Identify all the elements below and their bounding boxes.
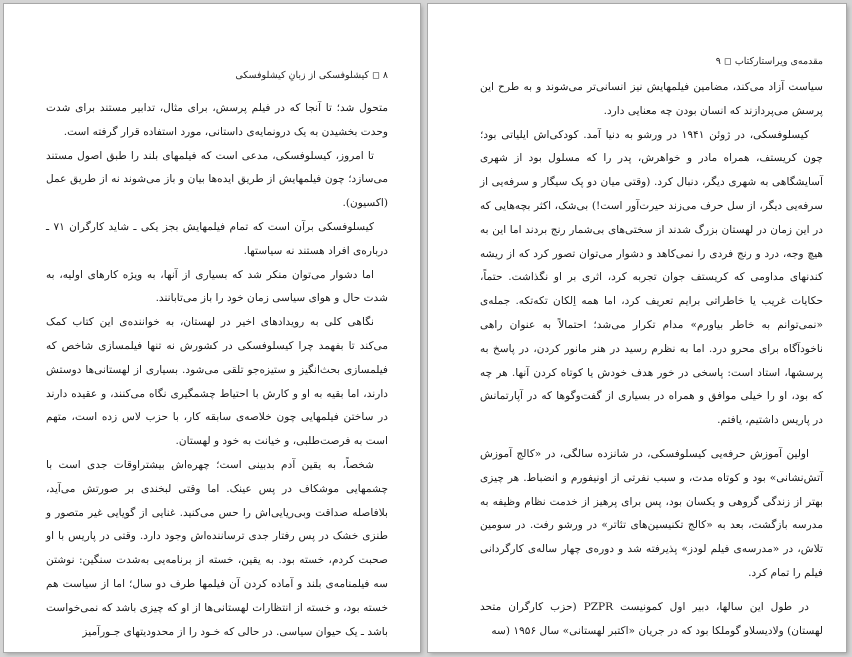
right-page-header: مقدمه‌ی ویراستارکتاب ◻ ۹ <box>715 56 823 67</box>
paragraph: اولین آموزش حرفه‌یی کیسلوفسکی، در شانزده سالگی، در «کالج آموزش آتش‌نشانی» بود و کوتاه مدت، و سبب نفرتی از اونیفورم و انضباط. هر چیزی بهتر از زندگی گروهی و یکسان بود، پس برای پرهیز از خدمت نظام وظیفه به مدرسه بازگشت، بعد به «کالج تکنیسین‌های تئاتر» در ورشو رفت. در سومین تلاش، در «مدرسه‌ی فیلم لودز» پذیرفته شد و دوره‌ی چهار ساله‌ی کارگردانی فیلم را تمام کرد. <box>480 447 823 579</box>
paragraph: اما دشوار می‌توان منکر شد که بسیاری از آنها، به ویژه کارهای اولیه، به شدت حال و هوای سیاسی زمان خود را باز می‌تابانند. <box>46 268 388 305</box>
paragraph: شخصاً، به یقین آدم بدبینی است؛ چهره‌اش بیشتراوقات جدی است با چشمهایی موشکاف در پس عینک. اما وقتی لبخندی بر صورتش می‌آید، بلافاصله صداقت وبی‌ریایی‌اش را حس می‌کنید. غنایی از گویایی غیر متصور و طنزی خشک در پس رفتار جدی ترساننده‌اش وجود دارد. وقتی در پاریس با او صحبت کردم، خسته بود. به یقین، خسته از برنامه‌یی به‌شدت سنگین: نوشتن سه فیلمنامه‌ی بلند و آماده کردن آن فیلمها طرف دو سال؛ اما از سیاست هم خسته بود، و خسته از انتظارات لهستانی‌ها از او که چیزی باشد که نمی‌خواست باشد ـ یک حیوان سیاسی. در حالی که خـود را از محدودیتهای جـورآمیز <box>46 458 388 638</box>
right-page-body <box>480 76 823 643</box>
paragraph: در طول این سالها، دبیر اول کمونیست PZPR (حزب کارگران متحد لهستان) ولادیسلاو گوملکا بود که در جریان «اکتبر لهستانی» سال ۱۹۵۶ (سه <box>480 600 823 637</box>
paragraph: تا امروز، کیسلوفسکی، مدعی است که فیلمهای بلند را طبق اصول مستند می‌سازد؛ چون فیلمهایش از طریق ایده‌ها بیان و باز می‌شوند نه از طریق عمل (اکسیون). <box>46 149 388 210</box>
paragraph: نگاهی کلی به رویدادهای اخیر در لهستان، به خواننده‌ی این کتاب کمک می‌کند تا بفهمد چرا کیسلوفسکی در کشورش نه تنها فیلمسازی شاخص که فیلمسازی بحث‌انگیز و ستیزه‌جو تلقی می‌شود. بسیاری از لهستانی‌ها دوستش دارند، اما بقیه به او و کارش با احتیاط چشمگیری نگاه می‌کنند، و عقیده دارند در ساختن فیلمهایی چون خلاصه‌ی سابقه‌ کار، با حزب لاس زده است، متهم است به فرصت‌طلبی، و خیانت به خود و لهستان. <box>46 316 388 448</box>
left-book-page <box>4 4 420 652</box>
paragraph: کیسلوفسکی برآن است که تمام فیلمهایش بجز یکی ـ شاید کارگران ۷۱ ـ درباره‌ی افراد هستند نه سیاستها. <box>46 220 388 257</box>
paragraph: سیاست آزاد می‌کند، مضامین فیلمهایش نیز انسانی‌تر می‌شوند و به طرح این پرسش می‌پردازند که انسان بودن چه معنایی دارد. <box>480 81 823 117</box>
left-page-body <box>46 97 388 644</box>
paragraph: متحول شد؛ تا آنجا که در فیلم پرسش، برای مثال، تدابیر مستند برای شدت وحدت بخشیدن به یک درونمایه‌ی داستانی، مورد استفاده قرار گرفته است. <box>46 102 388 138</box>
paragraph: کیسلوفسکی، در ژوئن ۱۹۴۱ در ورشو به دنیا آمد. کودکی‌اش ایلیاتی بود؛ چون کریستف، همراه مادر و خواهرش، پدر را که مسلول بود از شهری آسایشگاهی به شهری دیگر، دنبال کرد. (وقتی میان دو پک سیگار و سرفه‌یی از سرفه‌یی دیگر، از سل حرف می‌زند حیرت‌آور است!) بی‌شک، اکثر بچه‌هایی که در این زمان در لهستان بزرگ شدند از سختی‌های بی‌شمار رنج بردند اما این به هیچ وجه، درد و رنج فردی را نمی‌کاهد و دشوار می‌توان تصور کرد که از ریشه کندنهای مداومی که کریستف جوان تجربه کرد، اثری بر او نگذاشت. حتماً، حکایات غریب یا خاطراتی برایم تعریف کرد، اما همه اِلکان تکه‌تکه. جمله‌ی «نمی‌توانم به خاطر بیاورم» مدام تکرار می‌شد؛ احتمالاً به عنوان راهی ناخودآگاه برای محرو درد. اما به نظرم رسید در هنر مانور کردن، در پاسخ به پرسشها، استاد است: پاسخی در خور هدف خودش یا کوتاه کردن آنها. هر چه که بود، او را خیلی موافق و همراه در بسیاری از گفت‌وگوها که در آپارتمانش در پاریس داشتیم، یافتم. <box>480 128 823 427</box>
left-page-header: ۸ ◻ کیشلوفسکی از زبانِ کیشلوفسکی <box>235 70 388 81</box>
right-book-page <box>428 4 846 652</box>
